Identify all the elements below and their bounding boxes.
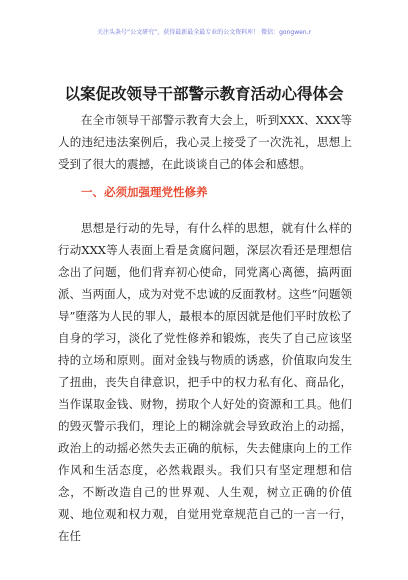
- header-banner: 关注头条号“公文研究”，获得最新最全最专业的公文资料库！ 微信：gongwen.r: [97, 29, 311, 36]
- section-heading: 一、必须加强理党性修养: [81, 185, 208, 199]
- body-paragraph: 思想是行动的先导，有什么样的思想，就有什么样的行动XXX等人表面上看是贪腐问题，深层次看还是理想信念出了问题，他们背弃初心使命，同党离心离德，搞两面派、当两面人，成为对党不忠诚的反面教材。这些“问题领导”堕落为人民的罪人，最根本的原因就是他们平时放松了自身的学习，淡化了党性修养和锻炼，丧失了自己应该坚持的立场和原则。面对金钱与物质的诱惑，价值取向发生了扭曲，丧失自律意识，把手中的权力私有化、商品化，当作谋取金钱、财物，捞取个人好处的资源和工具。他们的毁灭警示我们，理论上的糊涂就会导致政治上的动摇，政治上的动摇必然失去正确的航标，失去健康向上的工作作风和生活态度，必然栽跟头。我们只有坚定理想和信念，不断改造自己的世界观、人生观，树立正确的价值观、地位观和权力观，自觉用党章规范自己的一言一行，在任: [58, 221, 352, 543]
- document-title: 以案促改领导干部警示教育活动心得体会: [64, 85, 344, 103]
- intro-paragraph: 在全市领导干部警示教育大会上，听到XXX、XXX等人的违纪违法案例后，我心灵上接受了一次洗礼，思想上受到了很大的震撼，在此谈谈自己的体会和感想。: [58, 113, 352, 171]
